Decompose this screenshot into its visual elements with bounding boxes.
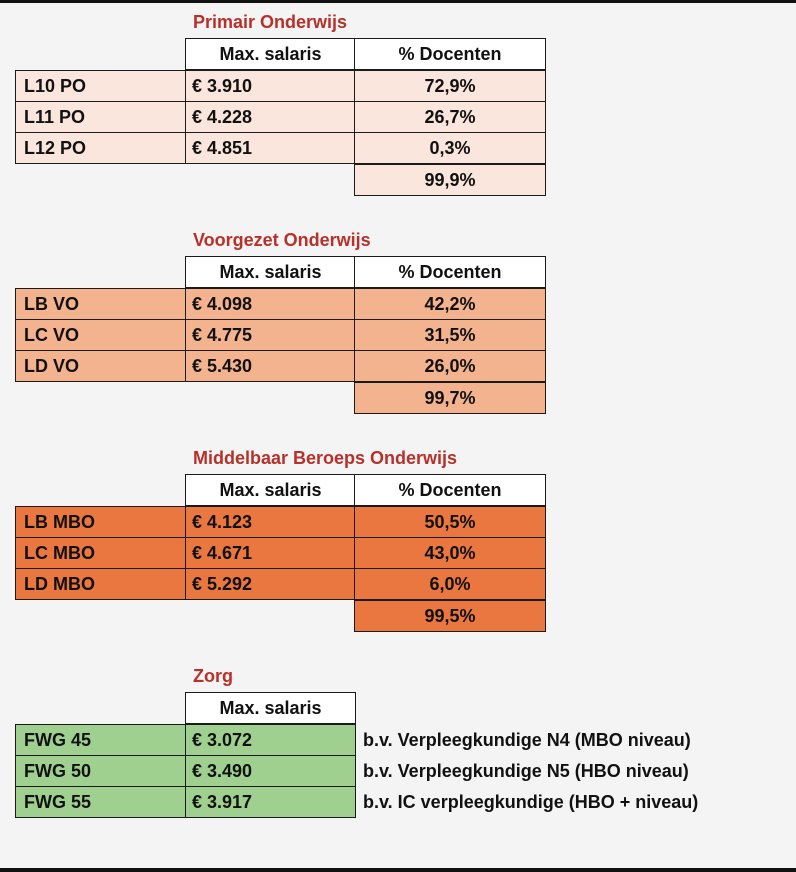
row-salary: € 4.851 bbox=[185, 132, 356, 164]
row-pct: 6,0% bbox=[354, 568, 546, 600]
row-label: FWG 45 bbox=[15, 724, 187, 756]
section-title: Middelbaar Beroeps Onderwijs bbox=[193, 448, 458, 468]
row-note: b.v. Verpleegkundige N4 (MBO niveau) bbox=[363, 730, 691, 750]
section-title: Voorgezet Onderwijs bbox=[193, 230, 371, 250]
row-pct: 50,5% bbox=[354, 506, 546, 538]
row-pct: 0,3% bbox=[354, 132, 546, 164]
row-salary: € 4.098 bbox=[185, 288, 356, 320]
row-label: LC VO bbox=[15, 319, 187, 351]
row-label: FWG 55 bbox=[15, 786, 187, 818]
row-note: b.v. IC verpleegkundige (HBO + niveau) bbox=[363, 792, 699, 812]
header-pct-docenten: % Docenten bbox=[354, 474, 546, 506]
section-title: Primair Onderwijs bbox=[193, 12, 348, 32]
top-edge bbox=[0, 0, 796, 3]
row-label: LD MBO bbox=[15, 568, 187, 600]
row-salary: € 4.671 bbox=[185, 537, 356, 569]
header-max-salaris: Max. salaris bbox=[185, 256, 356, 288]
row-note: b.v. Verpleegkundige N5 (HBO niveau) bbox=[363, 761, 689, 781]
row-salary: € 5.292 bbox=[185, 568, 356, 600]
header-pct-docenten: % Docenten bbox=[354, 256, 546, 288]
row-salary: € 4.228 bbox=[185, 101, 356, 133]
row-salary: € 3.490 bbox=[185, 755, 356, 787]
total-pct: 99,9% bbox=[354, 164, 546, 196]
row-salary: € 5.430 bbox=[185, 350, 356, 382]
row-salary: € 3.072 bbox=[185, 724, 356, 756]
row-salary: € 3.917 bbox=[185, 786, 356, 818]
bottom-edge bbox=[0, 868, 796, 872]
row-salary: € 4.123 bbox=[185, 506, 356, 538]
row-pct: 42,2% bbox=[354, 288, 546, 320]
row-salary: € 3.910 bbox=[185, 70, 356, 102]
header-max-salaris: Max. salaris bbox=[185, 474, 356, 506]
row-pct: 72,9% bbox=[354, 70, 546, 102]
header-max-salaris: Max. salaris bbox=[185, 38, 356, 70]
row-pct: 26,0% bbox=[354, 350, 546, 382]
row-label: L11 PO bbox=[15, 101, 187, 133]
row-label: L12 PO bbox=[15, 132, 187, 164]
row-label: LB MBO bbox=[15, 506, 187, 538]
section-title: Zorg bbox=[193, 666, 233, 686]
row-pct: 31,5% bbox=[354, 319, 546, 351]
total-pct: 99,7% bbox=[354, 382, 546, 414]
row-salary: € 4.775 bbox=[185, 319, 356, 351]
row-label: FWG 50 bbox=[15, 755, 187, 787]
row-label: L10 PO bbox=[15, 70, 187, 102]
header-max-salaris: Max. salaris bbox=[185, 692, 356, 724]
row-label: LD VO bbox=[15, 350, 187, 382]
row-pct: 43,0% bbox=[354, 537, 546, 569]
header-pct-docenten: % Docenten bbox=[354, 38, 546, 70]
row-label: LC MBO bbox=[15, 537, 187, 569]
row-pct: 26,7% bbox=[354, 101, 546, 133]
total-pct: 99,5% bbox=[354, 600, 546, 632]
row-label: LB VO bbox=[15, 288, 187, 320]
